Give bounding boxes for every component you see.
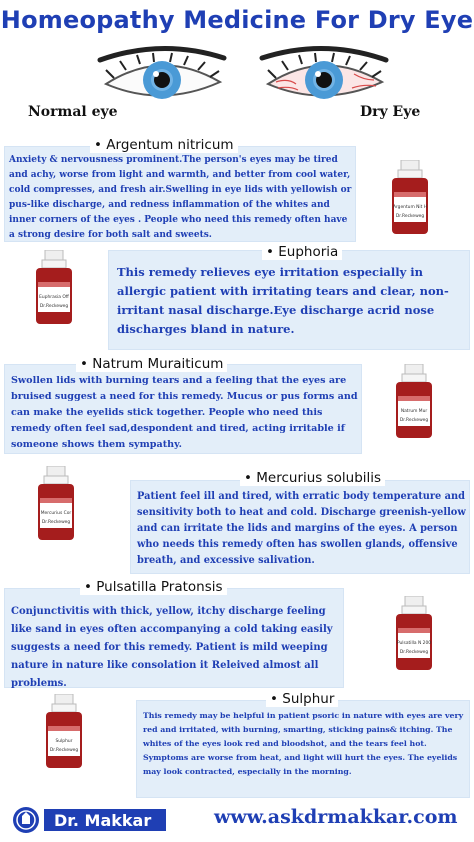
bottle-label: Mercurius Cor [40, 511, 72, 516]
bottle-brand: Dr.Reckeweg [41, 520, 71, 525]
bottle-label: Sulphur [55, 739, 73, 744]
remedy-description: This remedy may be helpful in patient psoric in nature with eyes are very red and irritated, with burning, smarting, sticking pains& itching. The whites of the eyes look red and bloodshot, and the tears feel hot. Symptoms are worse from heat, and light will hurt the eyes. The eyelids may look contracted, especially in the morning. [143, 711, 464, 776]
bottle-brand: Dr.Reckeweg [399, 650, 429, 655]
remedy-name: Argentum nitricum [106, 137, 234, 153]
remedy-card-natrum [4, 364, 362, 454]
medicine-bottle-mercurius [34, 466, 78, 546]
remedy-heading: • Mercurius solubilis [240, 470, 385, 486]
remedy-heading: • Pulsatilla Pratonsis [80, 579, 227, 595]
remedy-description: Anxiety & nervousness prominent.The person's eyes may be tired and achy, worse from light and warmth, and better from cool water, cold compresses, and fresh air.Swelling in eye lids with yellowish or pus-like discharge, and redness inflammation of the whites and inner corners of the eyes . People who need this remedy often have a strong desire for both salt and sweets. [9, 155, 352, 240]
bottle-label: Pulsatilla N 200 [396, 641, 432, 646]
remedy-card-mercurius [130, 480, 470, 574]
remedy-name: Natrum Muraiticum [92, 356, 224, 372]
page-title: Homeopathy Medicine For Dry Eye [0, 6, 474, 34]
bottle-label: Euphrasia Off [39, 295, 69, 300]
remedy-description: Patient feel ill and tired, with erratic body temperature and sensitivity both to heat and cold. Discharge greenish-yellow and can irritate the lids and margins of the eyes. A person who needs this remedy often has swollen glands, offensive breath, and excessive salivation. [137, 491, 466, 566]
svg-text:Dr. Makkar: Dr. Makkar [54, 811, 152, 830]
bottle-brand: Dr.Reckeweg [39, 304, 69, 309]
bottle-label: Natrum Mur [400, 409, 428, 414]
bottle-brand: Dr.Reckeweg [399, 418, 429, 423]
medicine-bottle-argentum [388, 160, 432, 240]
dry-eye-label: Dry Eye [360, 104, 421, 120]
remedy-heading: • Argentum nitricum [90, 137, 238, 153]
medicine-bottle-euphoria [32, 250, 76, 330]
remedy-card-sulphur [136, 700, 470, 798]
remedy-heading: • Natrum Muraiticum [76, 356, 227, 372]
normal-eye-label: Normal eye [28, 104, 118, 120]
remedy-card-argentum [4, 146, 356, 242]
remedy-name: Mercurius solubilis [256, 470, 382, 486]
bottle-brand: Dr.Reckeweg [395, 214, 425, 219]
remedy-description: Conjunctivitis with thick, yellow, itchy discharge feeling like sand in eyes often accompanying a cold taking easily suggests a need for this remedy. Patient is mild weeping nature in nature like consolation it Releived almost all problems. [11, 606, 333, 689]
remedy-name: Euphoria [278, 244, 339, 260]
remedy-name: Pulsatilla Pratonsis [96, 579, 223, 595]
remedy-card-pulsatilla [4, 588, 344, 688]
website-url[interactable]: www.askdrmakkar.com [214, 806, 458, 828]
bottle-label: Argentum Nit H [392, 205, 428, 210]
medicine-bottle-pulsatilla [392, 596, 436, 676]
normal-eye-illustration [92, 44, 232, 110]
dry-eye-illustration [254, 44, 394, 110]
bottle-brand: Dr.Reckeweg [49, 748, 79, 753]
dr-makkar-logo [12, 806, 172, 838]
remedy-description: Swollen lids with burning tears and a feeling that the eyes are bruised suggest a need for this remedy. Mucus or pus forms and can make the eyelids stick together. People who need this remedy often feel sad,despondent and tired, acting irritable if someone shows them sympathy. [11, 375, 358, 450]
remedy-description: This remedy relieves eye irritation especially in allergic patient with irritating tears and clear, non-irritant nasal discharge.Eye discharge acrid nose discharges bland in nature. [117, 265, 449, 336]
remedy-name: Sulphur [282, 691, 335, 707]
medicine-bottle-natrum [392, 364, 436, 444]
medicine-bottle-sulphur [42, 694, 86, 774]
remedy-card-euphoria [108, 250, 470, 350]
remedy-heading: • Euphoria [262, 244, 342, 260]
remedy-heading: • Sulphur [266, 691, 338, 707]
